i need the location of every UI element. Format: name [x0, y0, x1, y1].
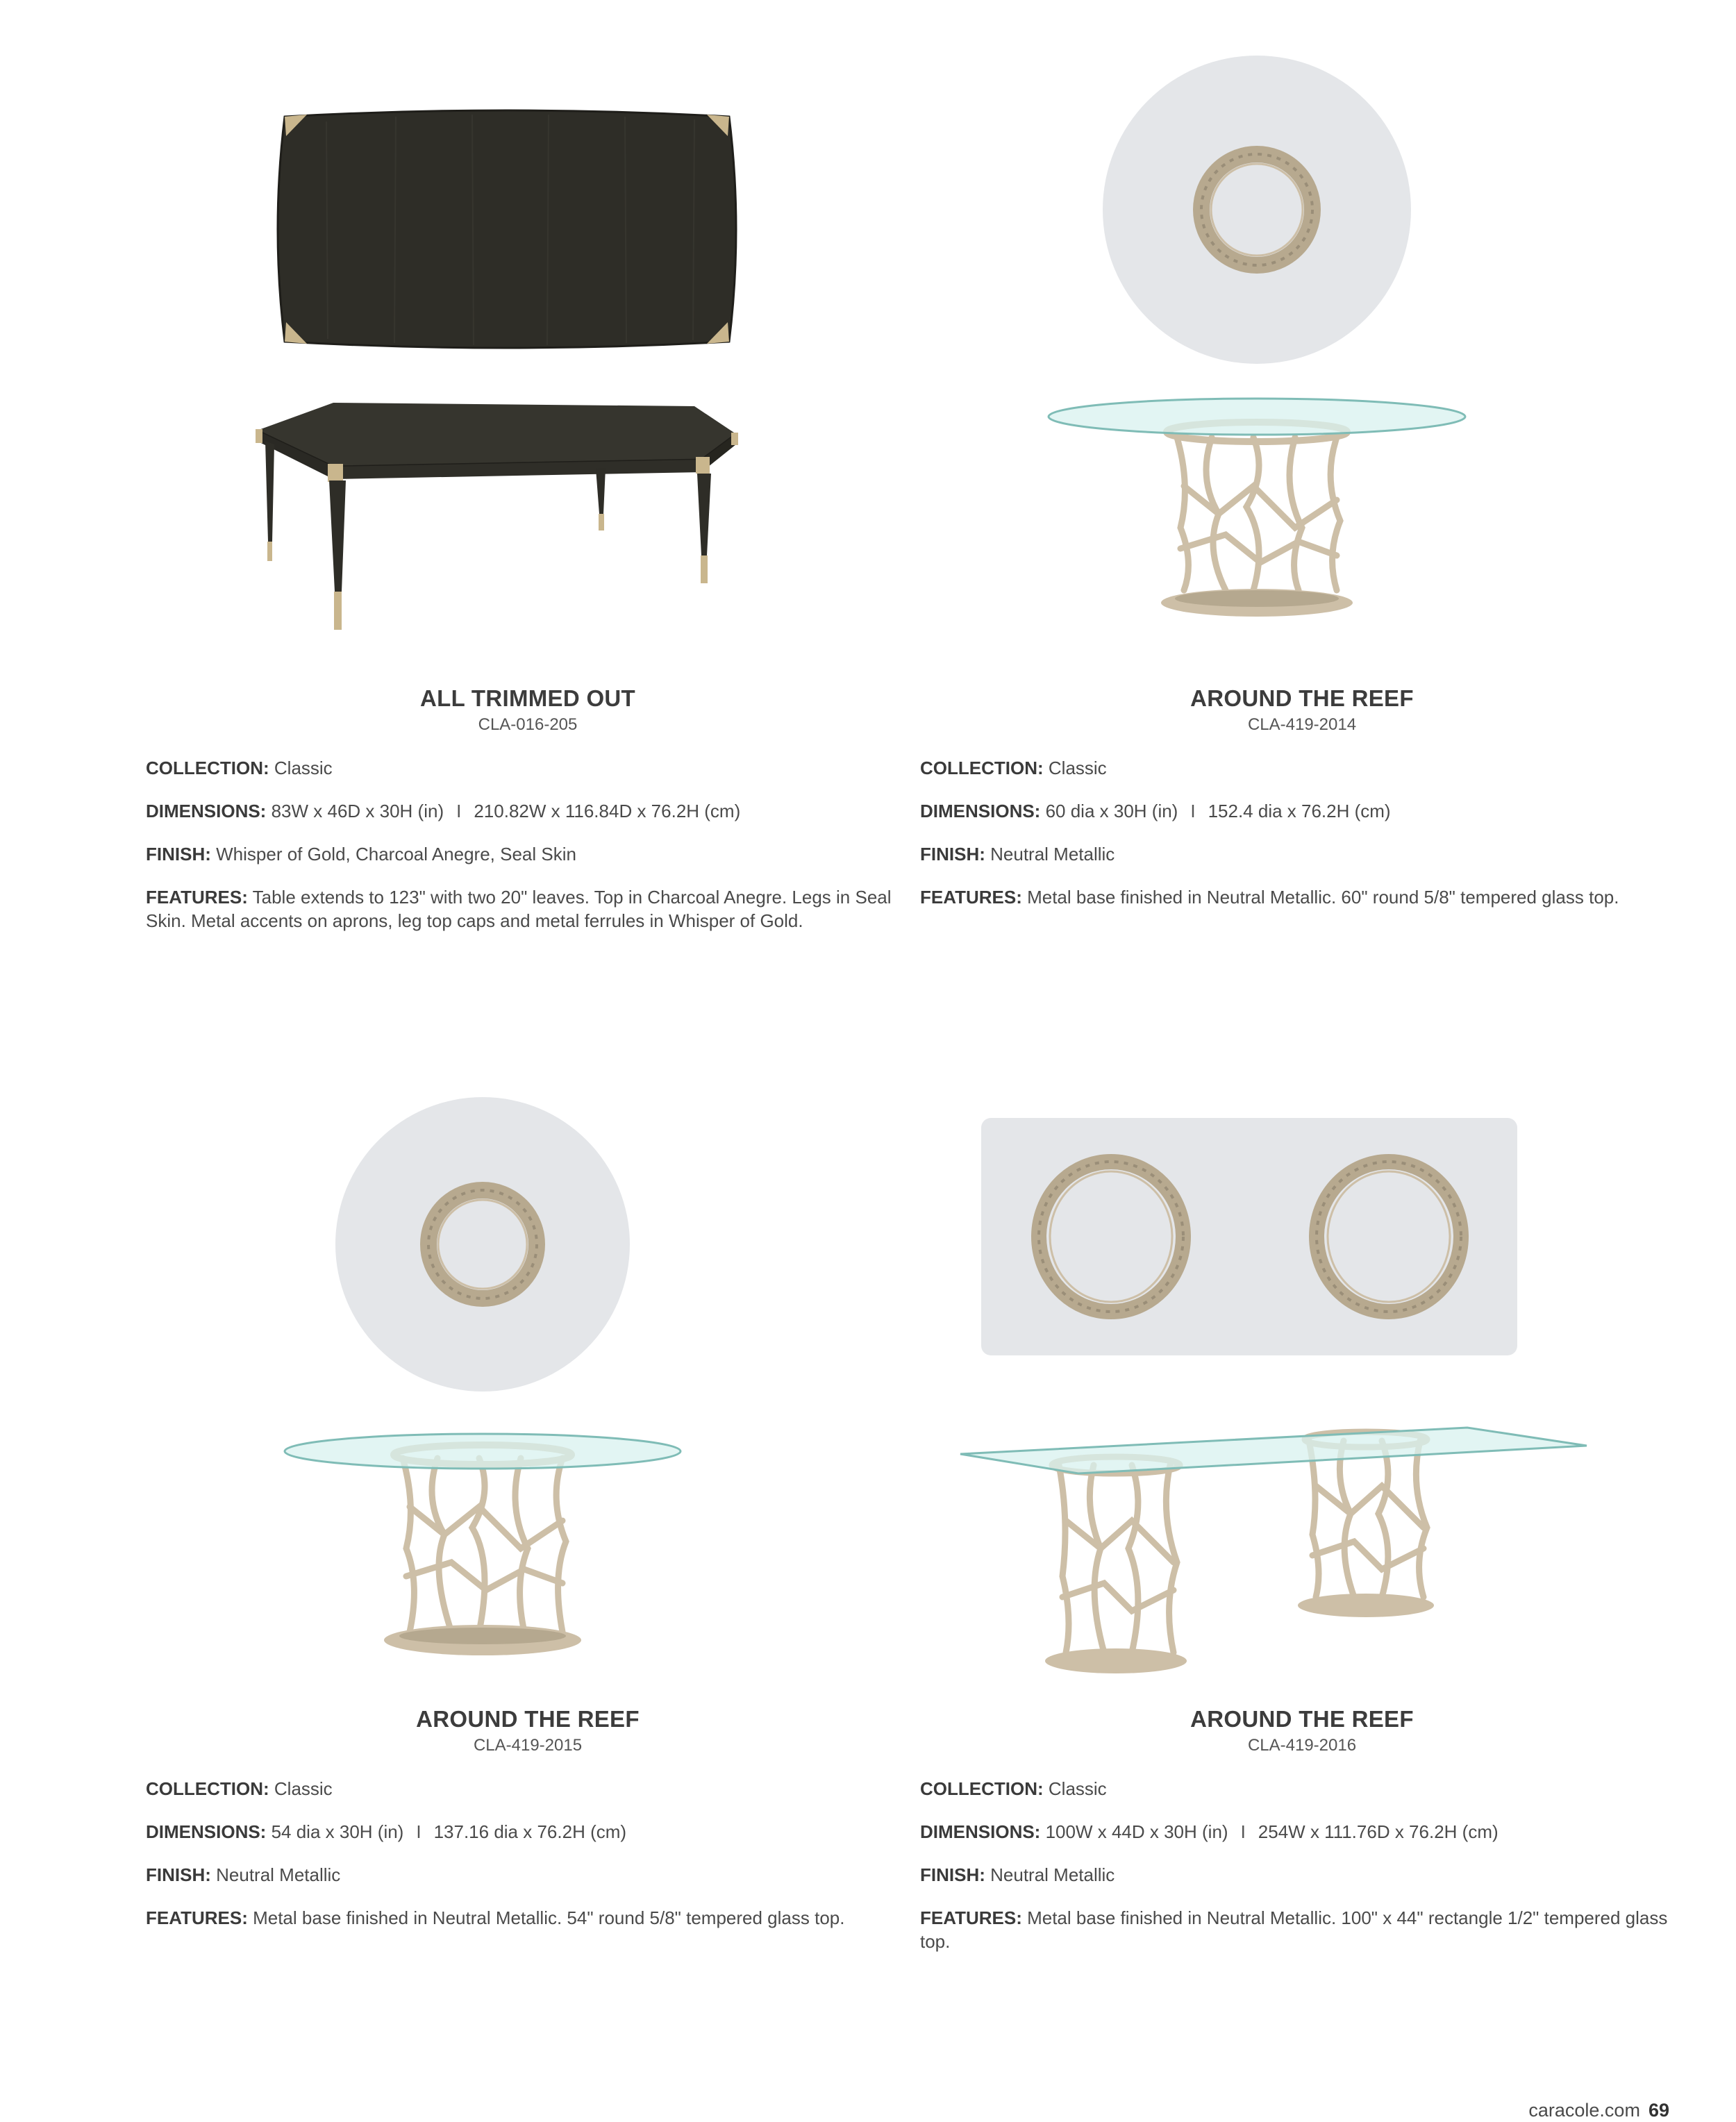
- page-number: 69: [1648, 2100, 1669, 2121]
- product-name: AROUND THE REEF: [416, 1706, 640, 1732]
- dimensions-field: [920, 799, 1684, 823]
- collection-value: Classic: [1048, 1778, 1107, 1799]
- product-info: [920, 1705, 1684, 1973]
- dimensions-inches: 83W x 46D x 30H (in): [271, 801, 444, 821]
- features-value: Metal base finished in Neutral Metallic. 100" x 44" rectangle 1/2" tempered glass top.: [920, 1907, 1668, 1952]
- finish-label: FINISH:: [920, 1864, 985, 1885]
- features-value: Table extends to 123" with two 20" leaves. Top in Charcoal Anegre. Legs in Seal Skin. Metal accents on aprons, leg top caps and metal ferrules in Whisper of Gold.: [146, 887, 892, 931]
- product-image-all-trimmed-out: [146, 0, 910, 694]
- finish-label: FINISH:: [146, 844, 211, 864]
- product-info: [146, 684, 910, 952]
- product-image-around-the-reef-2016: [920, 1021, 1684, 1715]
- features-field: [920, 1906, 1684, 1953]
- features-field: [146, 885, 910, 933]
- dimensions-centimeters: 152.4 dia x 76.2H (cm): [1208, 801, 1391, 821]
- rectangle-top-view-image: [981, 1118, 1517, 1355]
- finish-field: [146, 1863, 910, 1887]
- collection-label: COLLECTION:: [146, 1778, 269, 1799]
- collection-value: Classic: [274, 1778, 333, 1799]
- features-value: Metal base finished in Neutral Metallic. 54" round 5/8" tempered glass top.: [253, 1907, 845, 1928]
- collection-field: [920, 756, 1684, 780]
- finish-field: [920, 1863, 1684, 1887]
- page-footer: [1528, 2098, 1669, 2122]
- dimensions-field: [146, 799, 910, 823]
- features-label: FEATURES:: [920, 887, 1022, 908]
- dimensions-separator: I: [456, 801, 462, 821]
- round-glass-table-image: [1049, 399, 1465, 617]
- product-image-around-the-reef-2015: [146, 1021, 910, 1715]
- table-top-view-image: [278, 110, 736, 348]
- collection-value: Classic: [274, 758, 333, 778]
- dimensions-inches: 100W x 44D x 30H (in): [1045, 1821, 1228, 1842]
- features-field: [146, 1906, 910, 1930]
- collection-field: [146, 756, 910, 780]
- product-name: ALL TRIMMED OUT: [419, 685, 636, 711]
- collection-label: COLLECTION:: [146, 758, 269, 778]
- finish-field: [146, 842, 910, 866]
- table-perspective-image: [256, 403, 738, 630]
- dimensions-inches: 54 dia x 30H (in): [271, 1821, 404, 1842]
- features-value: Metal base finished in Neutral Metallic. 60" round 5/8" tempered glass top.: [1027, 887, 1619, 908]
- collection-field: [920, 1777, 1684, 1801]
- product-info: [920, 684, 1684, 928]
- finish-field: [920, 842, 1684, 866]
- collection-label: COLLECTION:: [920, 1778, 1044, 1799]
- round-top-view-image: [1103, 56, 1411, 364]
- finish-label: FINISH:: [920, 844, 985, 864]
- features-label: FEATURES:: [146, 887, 248, 908]
- finish-value: Neutral Metallic: [990, 1864, 1115, 1885]
- finish-value: Neutral Metallic: [216, 1864, 341, 1885]
- footer-site: caracole.com: [1528, 2100, 1640, 2121]
- product-name: AROUND THE REEF: [1190, 685, 1414, 711]
- dimensions-centimeters: 254W x 111.76D x 76.2H (cm): [1258, 1821, 1499, 1842]
- features-label: FEATURES:: [920, 1907, 1022, 1928]
- dimensions-inches: 60 dia x 30H (in): [1045, 801, 1178, 821]
- dimensions-label: DIMENSIONS:: [146, 1821, 267, 1842]
- product-sku: CLA-419-2016: [1247, 1736, 1357, 1755]
- collection-field: [146, 1777, 910, 1801]
- product-image-around-the-reef-2014: [920, 0, 1684, 694]
- dimensions-label: DIMENSIONS:: [920, 801, 1041, 821]
- features-field: [920, 885, 1684, 909]
- finish-label: FINISH:: [146, 1864, 211, 1885]
- dimensions-label: DIMENSIONS:: [920, 1821, 1041, 1842]
- product-info: [146, 1705, 910, 1949]
- finish-value: Whisper of Gold, Charcoal Anegre, Seal Skin: [216, 844, 576, 864]
- product-name: AROUND THE REEF: [1190, 1706, 1414, 1732]
- round-glass-table-image: [285, 1434, 681, 1655]
- product-sku: CLA-016-205: [478, 715, 578, 734]
- dimensions-centimeters: 137.16 dia x 76.2H (cm): [433, 1821, 627, 1842]
- dimensions-centimeters: 210.82W x 116.84D x 76.2H (cm): [474, 801, 741, 821]
- collection-label: COLLECTION:: [920, 758, 1044, 778]
- features-label: FEATURES:: [146, 1907, 248, 1928]
- product-sku: CLA-419-2015: [473, 1736, 583, 1755]
- product-sku: CLA-419-2014: [1247, 715, 1357, 734]
- dimensions-separator: I: [1240, 1821, 1246, 1842]
- dimensions-label: DIMENSIONS:: [146, 801, 267, 821]
- round-top-view-image: [335, 1097, 630, 1392]
- dimensions-separator: I: [1190, 801, 1196, 821]
- dimensions-field: [920, 1820, 1684, 1844]
- rectangle-glass-table-image: [960, 1428, 1587, 1673]
- finish-value: Neutral Metallic: [990, 844, 1115, 864]
- dimensions-field: [146, 1820, 910, 1844]
- dimensions-separator: I: [416, 1821, 422, 1842]
- collection-value: Classic: [1048, 758, 1107, 778]
